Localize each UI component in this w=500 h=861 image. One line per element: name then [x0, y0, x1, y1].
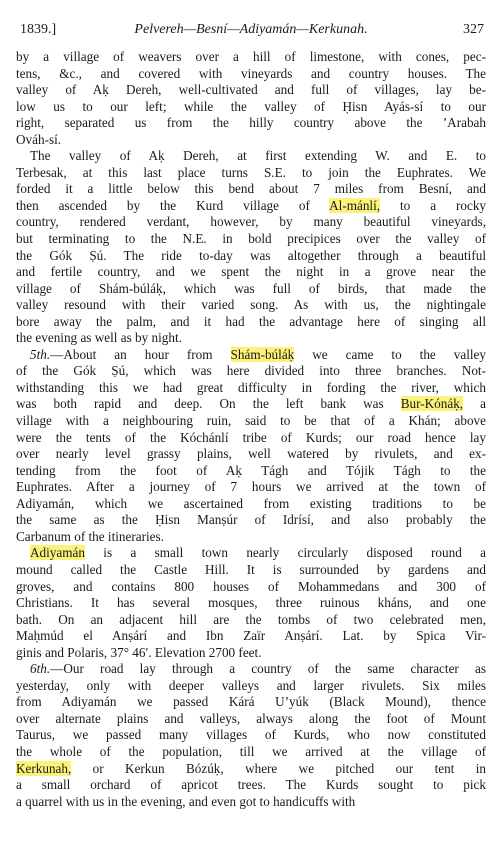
text-line — [16, 297, 486, 314]
text-line — [16, 446, 486, 463]
text-run: over alternate plains and valleys, always along the foot of Mount — [16, 710, 486, 726]
header-year: 1839.] — [20, 22, 57, 37]
text-line — [16, 430, 486, 447]
text-run: village of Shám-búláḳ, which was full of birds, that made the — [16, 280, 486, 296]
text-run: Euphrates. After a journey of 7 hours we arrived at the town of — [16, 479, 486, 495]
text-run: the Gók Ṣú. The ride to-day was altogether through a beautiful — [16, 247, 486, 263]
text-line — [16, 82, 486, 99]
text-run: but terminating to the N.E. in bold precipices over the valley of — [16, 231, 486, 247]
text-run: was both rapid and deep. On the left bank was — [16, 396, 401, 412]
text-line — [16, 413, 486, 430]
text-run: Taurus, we passed many villages of Kurds, who now constituted — [16, 727, 486, 743]
text-run: right, separated us from the hilly country above the ’Arabah — [16, 115, 486, 131]
text-run: over nearly level grassy plains, well watered by rivulets, and ex- — [16, 446, 486, 462]
text-run: village with a neighbouring ruin, said to be that of a Khán; above — [16, 413, 486, 429]
text-run: the whole of the population, till we arrived at the village of — [16, 743, 486, 759]
text-run: ginis and Polaris, 37° 46′. Elevation 2700 feet. — [16, 644, 262, 660]
paragraph — [16, 148, 486, 347]
paragraph — [16, 545, 486, 661]
text-line — [16, 645, 486, 662]
text-run: withstanding this we had great difficulty in fording the river, which — [16, 379, 486, 395]
text-run: valley of Aḳ Dereh, well-cultivated and full of villages, lay be- — [16, 82, 486, 98]
text-run: to a rocky — [380, 197, 487, 213]
text-line — [16, 214, 486, 231]
text-run: from Adiyamán we passed Kárá U’yúk (Black Mound), thence — [16, 694, 486, 710]
text-line — [16, 595, 486, 612]
text-line — [16, 562, 486, 579]
text-line — [16, 248, 486, 265]
highlighted-place-name: Al-mánlí, — [329, 197, 381, 213]
text-line — [16, 49, 486, 66]
text-line — [16, 761, 486, 778]
text-run: forded it a little below this bend about 7 miles from Besní, and — [16, 181, 486, 197]
text-run: valley resound with their varied song. As with us, the nightingale — [16, 297, 486, 313]
text-run: Maḥmúd el Anṣárí and Ibn Zaïr Anṣárí. Lat. by Spica Vir- — [16, 628, 486, 644]
text-line — [16, 314, 486, 331]
text-line — [16, 148, 486, 165]
text-line — [16, 794, 486, 811]
paragraph — [16, 661, 486, 810]
text-run: of the Gók Ṣú, which was here divided into three branches. Not- — [16, 363, 486, 379]
text-line — [16, 363, 486, 380]
text-run: we came to the valley — [294, 346, 486, 362]
page-header — [16, 22, 486, 41]
text-line — [16, 198, 486, 215]
text-line — [16, 463, 486, 480]
text-line — [16, 115, 486, 132]
text-line — [16, 66, 486, 83]
text-line — [16, 579, 486, 596]
text-run: bath. On an adjacent hill are the tombs of two celebrated men, — [16, 611, 486, 627]
text-line — [16, 347, 486, 364]
text-line — [16, 380, 486, 397]
text-line — [16, 181, 486, 198]
highlighted-place-name: Kerkunah, — [16, 760, 72, 776]
text-run: bore away the palm, and it had the advantage here of singing all — [16, 313, 486, 329]
highlighted-place-name: Adiyamán — [30, 545, 85, 561]
text-run: —Our road lay through a country of the same character as — [50, 661, 486, 677]
text-line — [16, 612, 486, 629]
text-run: the evening as well as by night. — [16, 330, 182, 346]
body-text — [16, 49, 486, 810]
text-run: low us to our left; while the valley of Ḥisn Ayás-sí to our — [16, 98, 486, 114]
text-run: Carbanum of the itineraries. — [16, 528, 164, 544]
text-run: Ováh-sí. — [16, 131, 62, 147]
text-line — [16, 727, 486, 744]
text-line — [16, 99, 486, 116]
text-run: Adiyamán, which we ascertained from existing traditions to be — [16, 495, 486, 511]
text-line — [16, 132, 486, 149]
text-run: Terbesak, at this last place turns S.E. to join the Euphrates. We — [16, 164, 486, 180]
text-line — [16, 264, 486, 281]
text-line — [16, 330, 486, 347]
text-run: is a small town nearly circularly disposed round a — [84, 545, 486, 561]
text-line — [16, 694, 486, 711]
highlighted-place-name: Shám-búláḳ — [230, 346, 295, 362]
text-run: country, rendered verdant, however, by many beautiful vineyards, — [16, 214, 486, 230]
date-marker: 6th. — [30, 661, 51, 677]
text-run: Christians. It has several mosques, three ruinous kháns, and one — [16, 595, 486, 611]
text-run: tens, &c., and covered with vineyards and country houses. The — [16, 65, 486, 81]
text-run: —About an hour from — [50, 346, 231, 362]
text-line — [16, 545, 486, 562]
text-run: a small orchard of apricot trees. The Kurds sought to pick — [16, 777, 486, 793]
text-run: tending from the foot of Aḳ Tágh and Tójik Tágh to the — [16, 462, 486, 478]
text-line — [16, 744, 486, 761]
text-line — [16, 529, 486, 546]
text-run: a — [463, 396, 486, 412]
text-line — [16, 678, 486, 695]
text-line — [16, 231, 486, 248]
text-line — [16, 165, 486, 182]
text-line — [16, 496, 486, 513]
paragraph — [16, 49, 486, 148]
text-line — [16, 777, 486, 794]
text-run: The valley of Aḳ Dereh, at first extending W. and E. to — [30, 148, 486, 164]
text-run: the same as the Ḥisn Manṣúr of Idrísí, and also probably the — [16, 512, 486, 528]
paragraph — [16, 347, 486, 546]
text-run: then ascended by the Kurd village of — [16, 197, 330, 213]
text-line — [16, 661, 486, 678]
text-line — [16, 711, 486, 728]
page-number: 327 — [463, 22, 484, 37]
text-run: by a village of weavers over a hill of limestone, with cones, pec- — [16, 49, 486, 64]
text-run: were the tents of the Kóchánlí tribe of Kurds; our road hence lay — [16, 429, 486, 445]
text-line — [16, 281, 486, 298]
text-run: a quarrel with us in the evening, and even got to handicuffs with — [16, 793, 356, 809]
text-line — [16, 479, 486, 496]
text-run: or Kerkun Bózúḳ, where we pitched our tent in — [71, 760, 486, 776]
text-run: yesterday, only with deeper valleys and larger rivulets. Six miles — [16, 677, 486, 693]
text-run: groves, and contains 800 houses of Mohammedans and 300 of — [16, 578, 486, 594]
text-run: mound called the Castle Hill. It is surrounded by gardens and — [16, 561, 486, 577]
text-line — [16, 396, 486, 413]
book-page — [16, 22, 486, 810]
text-line — [16, 512, 486, 529]
date-marker: 5th. — [30, 346, 51, 362]
text-run: and fertile country, and we spent the night in a grove near the — [16, 264, 486, 280]
text-line — [16, 628, 486, 645]
highlighted-place-name: Bur-Kónáḳ, — [400, 396, 464, 412]
running-title: Pelvereh—Besní—Adiyamán—Kerkunah. — [134, 22, 368, 37]
